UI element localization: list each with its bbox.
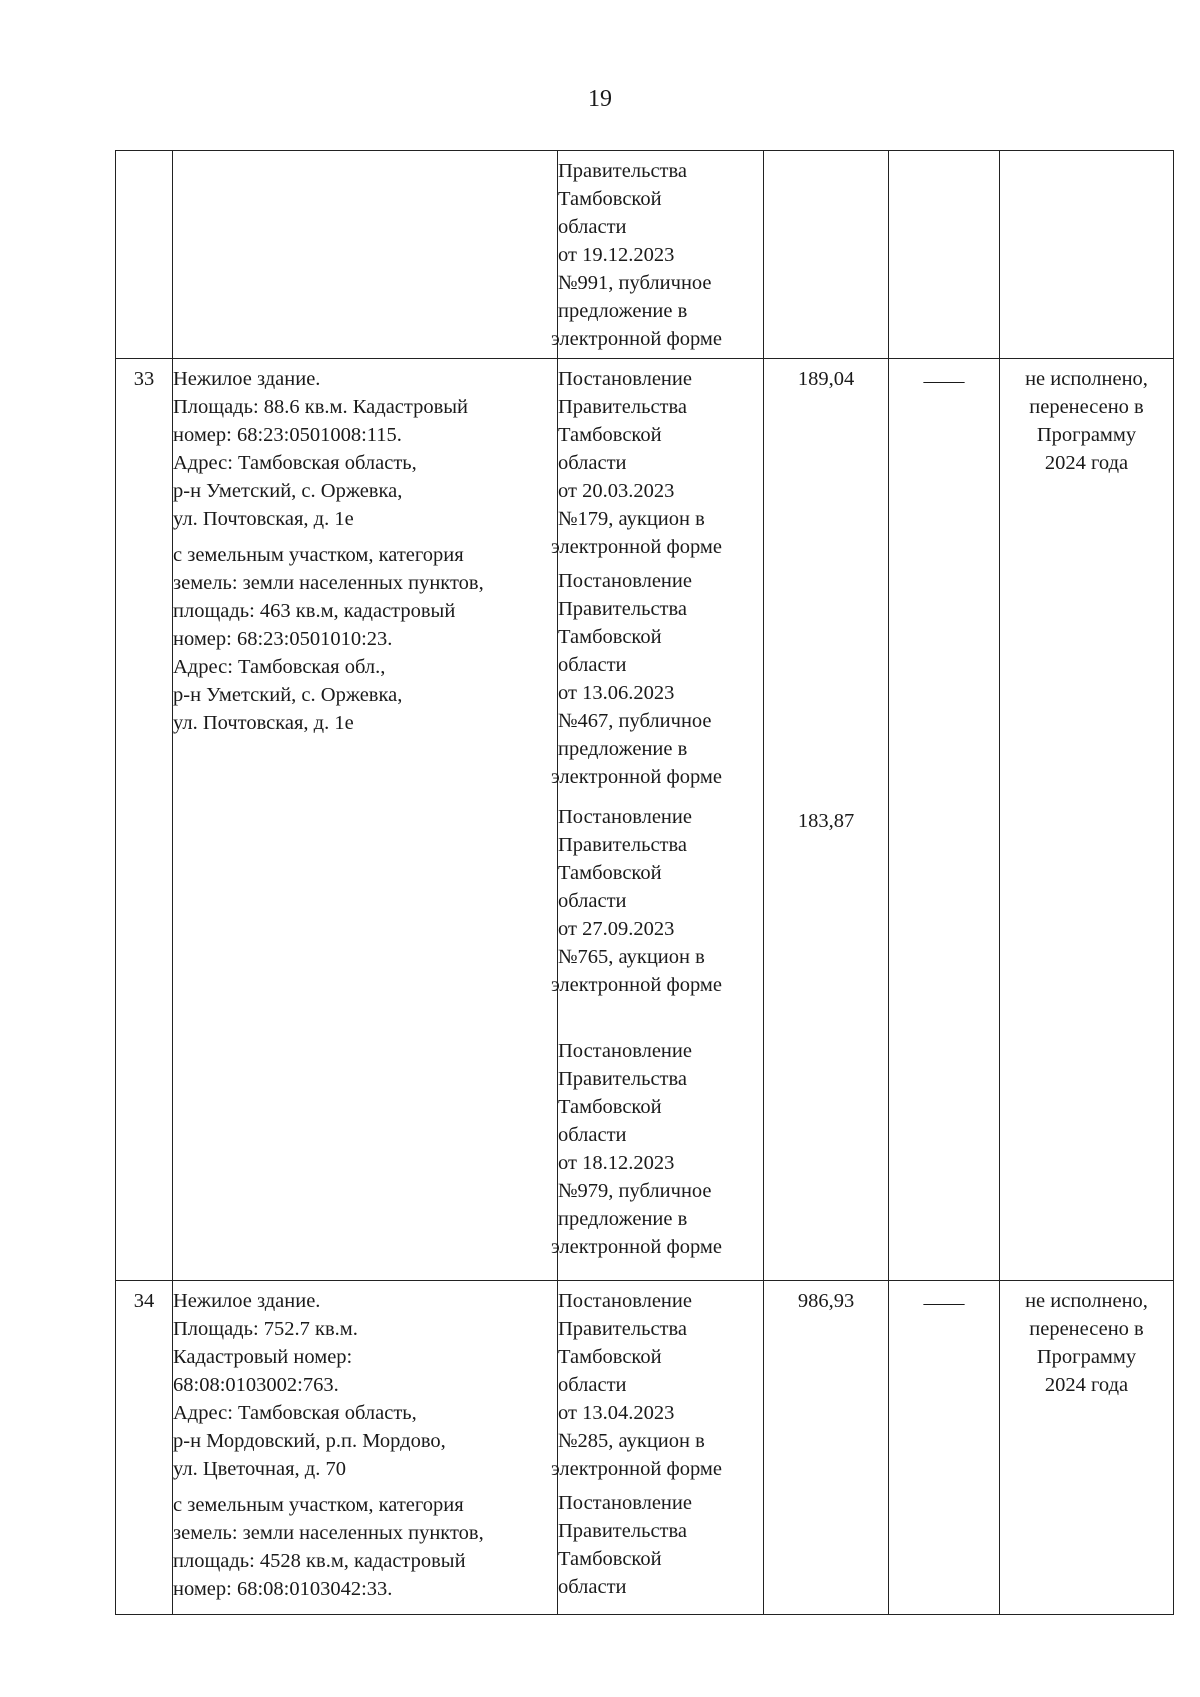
description-line: ул. Цветочная, д. 70 (173, 1458, 346, 1480)
status-line: Программу (1036, 1346, 1137, 1368)
description-line: Кадастровый номер: (173, 1346, 353, 1368)
basis-line: от 13.06.2023 (558, 682, 675, 704)
basis-line: №991, публичное (558, 272, 712, 294)
basis-line: №285, аукцион в (558, 1430, 705, 1452)
cell-amount (764, 151, 889, 359)
basis-line: области (558, 654, 627, 676)
status-line: не исполнено, (1025, 1290, 1148, 1312)
basis-line: электронной форме (551, 328, 722, 350)
basis-line: от 13.04.2023 (558, 1402, 675, 1424)
cell-basis (551, 359, 764, 1281)
description-line: 68:08:0103002:763. (173, 1374, 339, 1396)
status-line: 2024 года (1044, 1374, 1129, 1396)
amount-value: 986,93 (797, 1290, 855, 1312)
cell-basis (551, 1281, 764, 1615)
basis-line: электронной форме (551, 1236, 722, 1258)
basis-line: электронной форме (551, 766, 722, 788)
dash-mark: —— (923, 1292, 965, 1314)
basis-block (558, 1483, 763, 1601)
basis-line: Тамбовской (558, 1548, 662, 1570)
basis-line: области (558, 890, 627, 912)
description-line: земель: земли населенных пунктов, (173, 572, 484, 594)
basis-line: области (558, 1124, 627, 1146)
basis-line: Постановление (558, 368, 692, 390)
cell-amount (764, 359, 889, 1281)
land-description (173, 533, 557, 737)
status-line: перенесено в (1029, 396, 1144, 418)
basis-line: области (558, 452, 627, 474)
land-description (173, 1483, 557, 1603)
description-line: Площадь: 88.6 кв.м. Кадастровый (173, 396, 469, 418)
description-line: ул. Почтовская, д. 1е (173, 712, 354, 734)
cell-status (1000, 151, 1174, 359)
basis-line: от 20.03.2023 (558, 480, 675, 502)
status-line: не исполнено, (1025, 368, 1148, 390)
basis-line: Правительства (558, 834, 688, 856)
basis-block (551, 359, 763, 561)
basis-block (551, 1281, 763, 1483)
basis-line: Правительства (558, 160, 688, 182)
basis-block (551, 561, 763, 791)
property-table (115, 150, 1174, 1615)
description-line: Адрес: Тамбовская область, (173, 452, 417, 474)
basis-line: №467, публичное (558, 710, 712, 732)
basis-line: Постановление (558, 806, 692, 828)
basis-line: №979, публичное (558, 1180, 712, 1202)
description-line: земель: земли населенных пунктов, (173, 1522, 484, 1544)
basis-line: электронной форме (551, 536, 722, 558)
cell-description (173, 151, 558, 359)
cell-num (116, 151, 173, 359)
basis-line: предложение в (558, 1208, 688, 1230)
basis-line: №179, аукцион в (558, 508, 705, 530)
description-line: с земельным участком, категория (173, 544, 464, 566)
description-line: номер: 68:23:0501010:23. (173, 628, 393, 650)
table-row-33 (116, 359, 1174, 1281)
status-line: перенесено в (1029, 1318, 1144, 1340)
description-line: Адрес: Тамбовская обл., (173, 656, 386, 678)
basis-line: Постановление (558, 1040, 692, 1062)
cell-status (1000, 359, 1174, 1281)
basis-line: Тамбовской (558, 862, 662, 884)
basis-line: от 27.09.2023 (558, 918, 675, 940)
cell-basis (551, 151, 764, 359)
basis-line: Тамбовской (558, 424, 662, 446)
description-line: р-н Мордовский, р.п. Мордово, (173, 1430, 446, 1452)
description-line: площадь: 463 кв.м, кадастровый (173, 600, 456, 622)
cell-dash (889, 1281, 1000, 1615)
status-line: 2024 года (1044, 452, 1129, 474)
description-line: р-н Уметский, с. Оржевка, (173, 684, 403, 706)
basis-line: Тамбовской (558, 1346, 662, 1368)
cell-dash (889, 359, 1000, 1281)
description-line: номер: 68:08:0103042:33. (173, 1578, 393, 1600)
description-line: с земельным участком, категория (173, 1494, 464, 1516)
basis-line: Постановление (558, 1492, 692, 1514)
dash-mark: —— (923, 370, 965, 392)
cell-dash (889, 151, 1000, 359)
description-line: Площадь: 752.7 кв.м. (173, 1318, 358, 1340)
row-number: 34 (116, 1281, 173, 1615)
building-description (173, 359, 557, 533)
description-line: р-н Уметский, с. Оржевка, (173, 480, 403, 502)
row-number: 33 (116, 359, 173, 1281)
basis-line: Постановление (558, 1290, 692, 1312)
basis-line: Правительства (558, 1520, 688, 1542)
description-line: Нежилое здание. (173, 368, 321, 390)
basis-block (551, 791, 763, 999)
description-line: площадь: 4528 кв.м, кадастровый (173, 1550, 466, 1572)
table-row-continuation (116, 151, 1174, 359)
basis-line: области (558, 1374, 627, 1396)
description-line: Нежилое здание. (173, 1290, 321, 1312)
basis-line: Правительства (558, 396, 688, 418)
amount-value: 189,04 (797, 368, 855, 390)
basis-line: №765, аукцион в (558, 946, 705, 968)
page-number: 19 (588, 86, 612, 112)
description-line: Адрес: Тамбовская область, (173, 1402, 417, 1424)
description-line: ул. Почтовская, д. 1е (173, 508, 354, 530)
basis-line: Правительства (558, 1318, 688, 1340)
table-row-34 (116, 1281, 1174, 1615)
status-line: Программу (1036, 424, 1137, 446)
cell-description (173, 359, 558, 1281)
basis-line: от 18.12.2023 (558, 1152, 675, 1174)
basis-line: от 19.12.2023 (558, 244, 675, 266)
basis-line: предложение в (558, 738, 688, 760)
basis-line: электронной форме (551, 974, 722, 996)
basis-line: электронной форме (551, 1458, 722, 1480)
cell-amount (764, 1281, 889, 1615)
basis-line: Правительства (558, 1068, 688, 1090)
basis-block (551, 999, 763, 1261)
cell-status (1000, 1281, 1174, 1615)
basis-line: Правительства (558, 598, 688, 620)
basis-line: области (558, 1576, 627, 1598)
basis-line: области (558, 216, 627, 238)
basis-line: предложение в (558, 300, 688, 322)
basis-line: Тамбовской (558, 626, 662, 648)
basis-line: Постановление (558, 570, 692, 592)
amount-value: 183,87 (797, 810, 855, 832)
basis-line: Тамбовской (558, 1096, 662, 1118)
description-line: номер: 68:23:0501008:115. (173, 424, 402, 446)
basis-block (551, 151, 763, 353)
building-description (173, 1281, 557, 1483)
basis-line: Тамбовской (558, 188, 662, 210)
cell-description (173, 1281, 558, 1615)
